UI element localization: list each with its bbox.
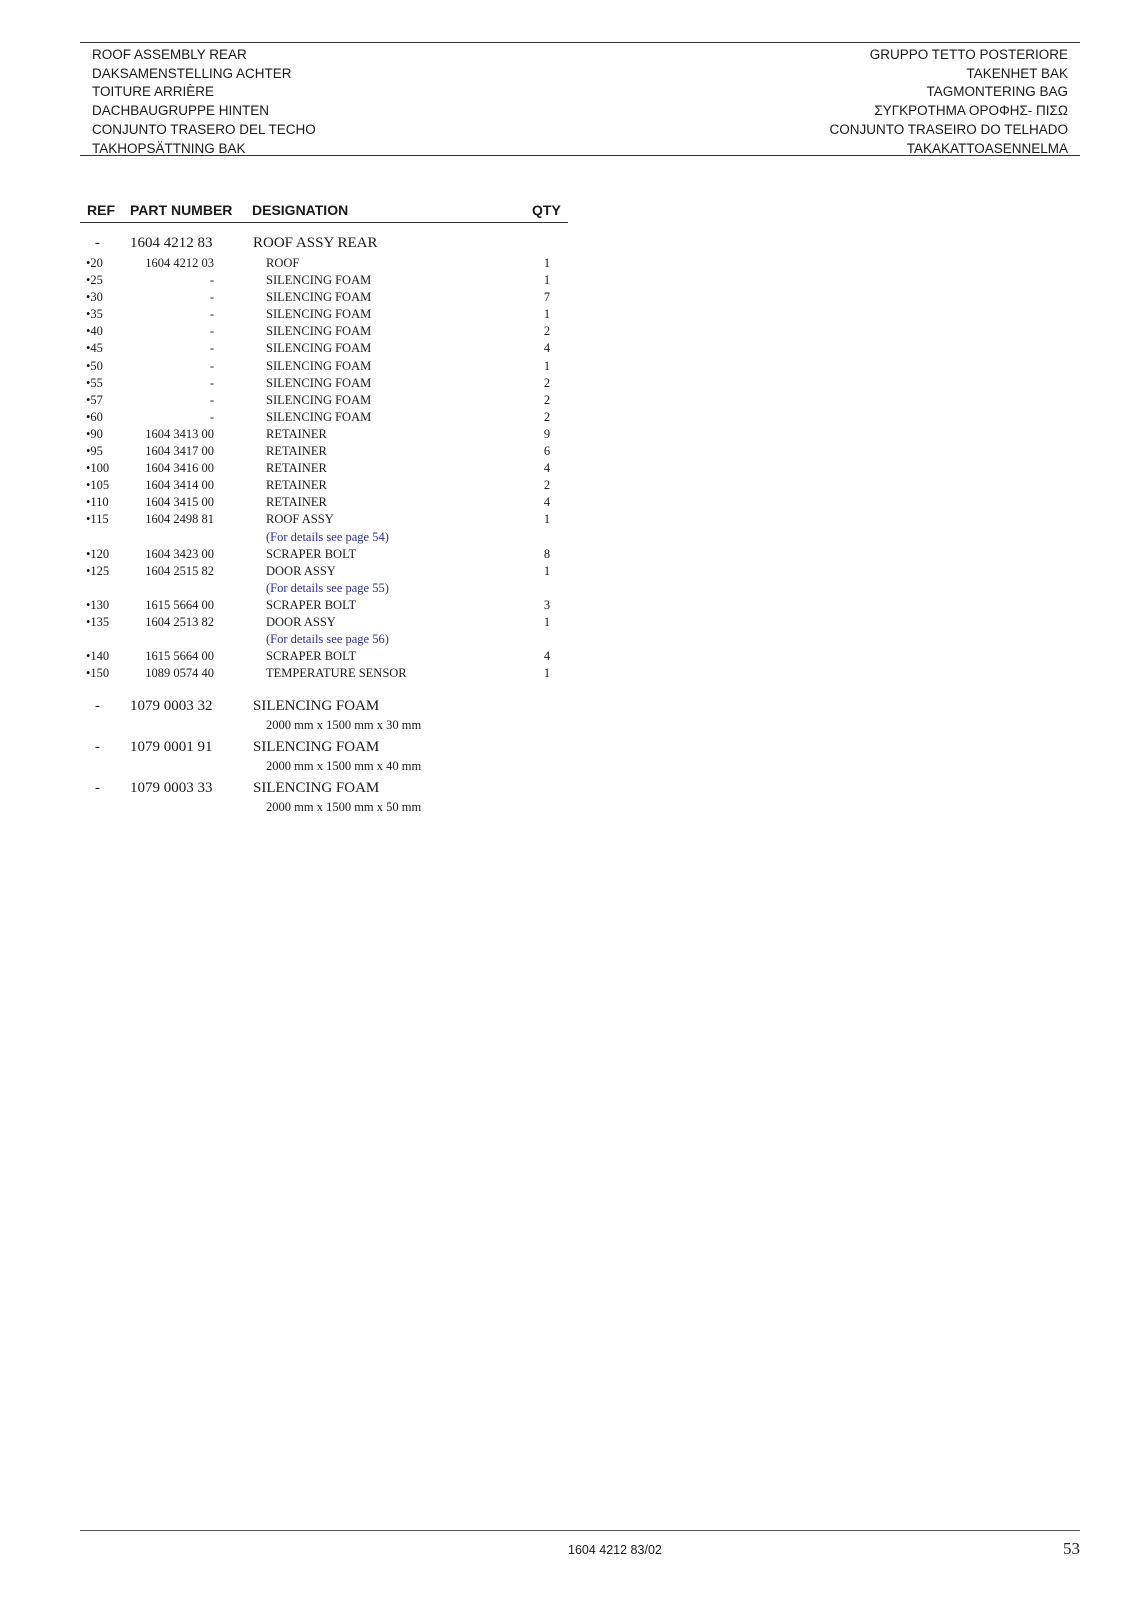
item-ref: •150 (86, 666, 110, 681)
column-header-designation: DESIGNATION (252, 202, 349, 218)
header-title-right: CONJUNTO TRASEIRO DO TELHADO (829, 121, 1068, 137)
loose-part-dimension-row (80, 800, 568, 817)
loose-part-row (80, 776, 568, 800)
item-qty: 3 (543, 597, 551, 612)
header-title-right: TAGMONTERING BAG (926, 84, 1068, 100)
loose-part-ref: - (95, 698, 100, 715)
header-title-left: CONJUNTO TRASERO DEL TECHO (92, 121, 316, 137)
item-ref: •60 (86, 409, 103, 424)
item-qty: 4 (543, 495, 551, 510)
item-ref: •95 (86, 444, 103, 459)
table-row (80, 511, 568, 528)
table-row (80, 272, 568, 289)
item-designation: RETAINER (266, 461, 327, 476)
item-part-number: - (209, 392, 214, 407)
table-row (80, 648, 568, 665)
item-ref: •40 (86, 324, 103, 339)
item-note: (For details see page 56) (266, 632, 389, 647)
item-ref: •140 (86, 649, 110, 664)
loose-part-number: 1079 0003 32 (130, 698, 213, 715)
header-title-right: GRUPPO TETTO POSTERIORE (869, 47, 1068, 62)
item-ref: •45 (86, 341, 103, 356)
item-part-number: 1604 3423 00 (145, 546, 214, 561)
table-row (80, 477, 568, 494)
table-row (80, 460, 568, 477)
item-qty: 2 (543, 375, 551, 390)
item-qty: 9 (543, 426, 551, 441)
item-designation: SILENCING FOAM (266, 341, 372, 356)
item-qty: 8 (543, 546, 551, 561)
item-ref: •30 (86, 290, 103, 305)
column-header-part-number: PART NUMBER (130, 202, 233, 218)
table-row (80, 306, 568, 323)
item-ref: •135 (86, 614, 110, 629)
item-designation: SILENCING FOAM (266, 324, 372, 339)
item-ref: •25 (86, 273, 103, 288)
item-ref: •115 (86, 512, 109, 527)
loose-part-dimension: 2000 mm x 1500 mm x 40 mm (266, 759, 422, 774)
item-ref: •125 (86, 563, 110, 578)
item-qty: 1 (543, 666, 551, 681)
table-row (80, 409, 568, 426)
item-ref: •50 (86, 358, 103, 373)
header-title-left: TAKHOPSÄTTNING BAK (92, 140, 246, 156)
header-title-left: TOITURE ARRIÈRE (92, 84, 215, 100)
item-part-number: - (209, 290, 214, 305)
item-qty: 2 (543, 409, 551, 424)
item-designation: SCRAPER BOLT (266, 649, 357, 664)
item-ref: •55 (86, 375, 103, 390)
item-part-number: 1604 3413 00 (145, 426, 214, 441)
column-header-ref: REF (87, 202, 115, 218)
page-header (80, 42, 1080, 156)
item-note: (For details see page 54) (266, 529, 389, 544)
table-row (80, 375, 568, 392)
item-qty: 1 (543, 358, 551, 373)
item-part-number: 1604 3417 00 (145, 444, 214, 459)
item-part-number: 1615 5664 00 (145, 649, 214, 664)
item-note: (For details see page 55) (266, 580, 389, 595)
parts-table (80, 198, 568, 817)
item-designation: SILENCING FOAM (266, 375, 372, 390)
item-qty: 7 (543, 290, 551, 305)
loose-part-row (80, 735, 568, 759)
assembly-ref: - (95, 235, 100, 251)
loose-part-dimension: 2000 mm x 1500 mm x 50 mm (266, 800, 422, 815)
table-row (80, 323, 568, 340)
table-row (80, 665, 568, 682)
item-part-number: 1604 3414 00 (145, 478, 214, 493)
item-part-number: - (209, 409, 214, 424)
table-row (80, 494, 568, 511)
item-designation: RETAINER (266, 426, 327, 441)
item-ref: •105 (86, 478, 110, 493)
item-part-number: 1604 2515 82 (145, 563, 214, 578)
item-designation: RETAINER (266, 444, 327, 459)
table-row (80, 597, 568, 614)
header-title-right: TAKENHET BAK (966, 65, 1068, 81)
item-ref: •120 (86, 546, 110, 561)
item-designation: SILENCING FOAM (266, 392, 372, 407)
item-qty: 2 (543, 392, 551, 407)
column-header-qty: QTY (532, 202, 561, 218)
header-title-left: DAKSAMENSTELLING ACHTER (92, 65, 292, 81)
item-part-number: 1089 0574 40 (145, 666, 214, 681)
item-part-number: 1604 2498 81 (145, 512, 214, 527)
loose-part-designation: SILENCING FOAM (253, 780, 380, 797)
item-ref: •57 (86, 392, 103, 407)
item-qty: 1 (543, 614, 551, 629)
item-designation: RETAINER (266, 495, 327, 510)
item-ref: •90 (86, 426, 103, 441)
item-designation: SILENCING FOAM (266, 290, 372, 305)
item-part-number: 1615 5664 00 (145, 597, 214, 612)
header-title-left: DACHBAUGRUPPE HINTEN (92, 103, 270, 119)
header-title-left: ROOF ASSEMBLY REAR (92, 47, 247, 62)
table-row (80, 563, 568, 580)
table-row (80, 340, 568, 357)
table-row (80, 426, 568, 443)
item-designation: SCRAPER BOLT (266, 546, 357, 561)
item-qty: 2 (543, 324, 551, 339)
item-part-number: - (209, 375, 214, 390)
loose-part-ref: - (95, 739, 100, 756)
table-row (80, 255, 568, 272)
table-row (80, 614, 568, 631)
item-qty: 6 (543, 444, 551, 459)
loose-parts-list (80, 694, 568, 817)
item-note-row (80, 580, 568, 597)
item-part-number: - (209, 324, 214, 339)
item-ref: •35 (86, 307, 103, 322)
table-row (80, 443, 568, 460)
item-designation: DOOR ASSY (266, 563, 336, 578)
item-qty: 4 (543, 649, 551, 664)
table-row (80, 358, 568, 375)
item-ref: •100 (86, 461, 110, 476)
item-part-number: 1604 3416 00 (145, 461, 214, 476)
table-row (80, 289, 568, 306)
item-qty: 4 (543, 461, 551, 476)
item-qty: 1 (543, 512, 551, 527)
loose-part-dimension-row (80, 718, 568, 735)
header-titles-right (829, 46, 1068, 158)
loose-part-row (80, 694, 568, 718)
footer-doc-code: 1604 4212 83/02 (568, 1543, 662, 1557)
assembly-part-number: 1604 4212 83 (130, 235, 213, 251)
header-title-right: ΣΥΓΚΡΟΤΗΜΑ ΟΡΟΦΗΣ- ΠΙΣΩ (874, 103, 1068, 119)
item-designation: SILENCING FOAM (266, 307, 372, 322)
loose-part-number: 1079 0001 91 (130, 739, 213, 756)
item-designation: SILENCING FOAM (266, 358, 372, 373)
item-part-number: - (209, 273, 214, 288)
item-qty: 1 (543, 563, 551, 578)
item-part-number: - (209, 307, 214, 322)
item-note-row (80, 631, 568, 648)
loose-part-designation: SILENCING FOAM (253, 698, 380, 715)
assembly-designation: ROOF ASSY REAR (253, 235, 378, 251)
header-titles-left (92, 46, 316, 158)
loose-part-dimension: 2000 mm x 1500 mm x 30 mm (266, 718, 422, 733)
table-header (80, 198, 568, 223)
assembly-row (80, 231, 568, 255)
loose-part-dimension-row (80, 759, 568, 776)
loose-part-designation: SILENCING FOAM (253, 739, 380, 756)
item-designation: DOOR ASSY (266, 614, 336, 629)
item-designation: SILENCING FOAM (266, 273, 372, 288)
item-qty: 1 (543, 256, 551, 270)
items-list (80, 255, 568, 682)
item-ref: •130 (86, 597, 110, 612)
loose-part-ref: - (95, 780, 100, 797)
table-row (80, 392, 568, 409)
item-designation: SCRAPER BOLT (266, 597, 357, 612)
item-ref: •20 (86, 256, 103, 270)
item-part-number: 1604 3415 00 (145, 495, 214, 510)
item-part-number: 1604 2513 82 (145, 614, 214, 629)
item-part-number: - (209, 358, 214, 373)
page-number: 53 (1063, 1539, 1080, 1558)
item-ref: •110 (86, 495, 109, 510)
item-designation: SILENCING FOAM (266, 409, 372, 424)
item-designation: RETAINER (266, 478, 327, 493)
item-qty: 1 (543, 273, 551, 288)
item-note-row (80, 529, 568, 546)
item-designation: ROOF ASSY (266, 512, 334, 527)
header-title-right: TAKAKATTOASENNELMA (906, 140, 1068, 156)
item-qty: 4 (543, 341, 551, 356)
item-designation: ROOF (266, 256, 300, 270)
item-qty: 1 (543, 307, 551, 322)
loose-part-number: 1079 0003 33 (130, 780, 213, 797)
item-designation: TEMPERATURE SENSOR (266, 666, 407, 681)
item-part-number: 1604 4212 03 (145, 256, 214, 270)
item-part-number: - (209, 341, 214, 356)
item-qty: 2 (543, 478, 551, 493)
footer-divider (80, 1530, 1080, 1531)
table-row (80, 546, 568, 563)
